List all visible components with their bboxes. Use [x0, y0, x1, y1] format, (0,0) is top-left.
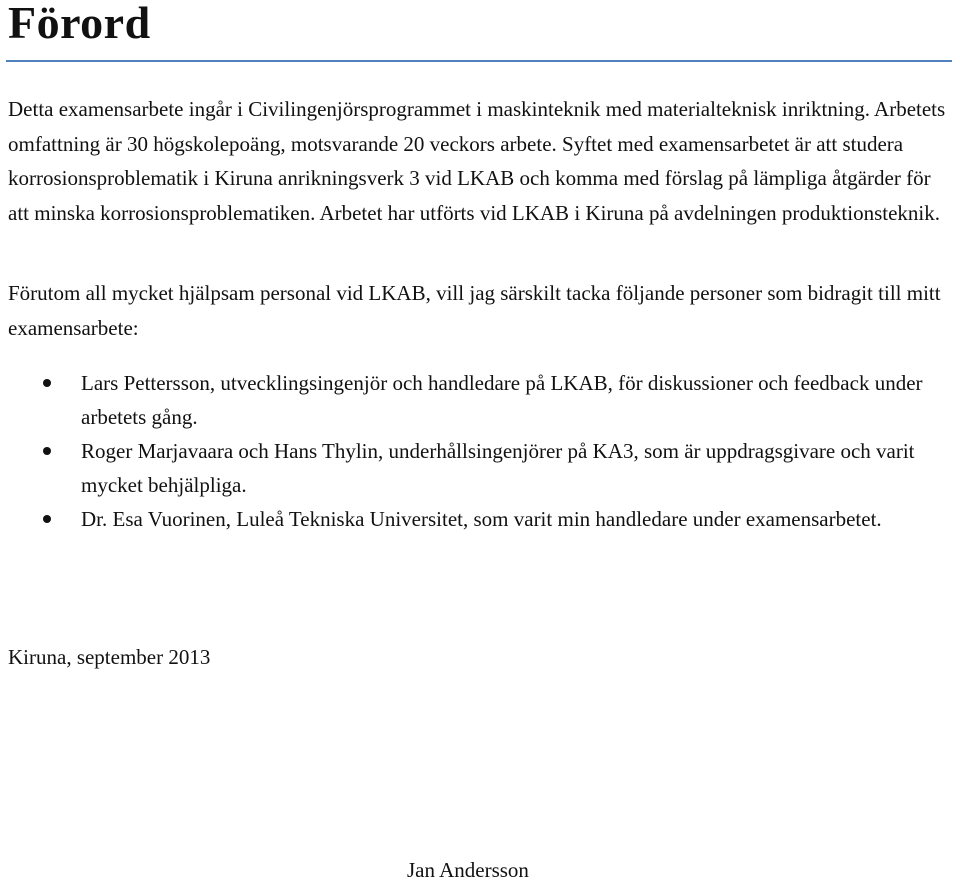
list-item-text: Roger Marjavaara och Hans Thylin, underhållsingenjörer på KA3, som är uppdragsgivare och varit mycket behjälpliga. — [81, 439, 915, 497]
list-item — [0, 502, 940, 536]
page-title: Förord — [8, 0, 151, 48]
list-item — [0, 434, 940, 502]
heading-underline — [6, 60, 952, 62]
bullet-icon — [43, 447, 51, 455]
place-and-date: Kiruna, september 2013 — [8, 645, 211, 669]
list-item-text: Dr. Esa Vuorinen, Luleå Tekniska Universitet, som varit min handledare under examensarbetet. — [81, 507, 882, 531]
list-item — [0, 366, 940, 434]
thanks-paragraph: Förutom all mycket hjälpsam personal vid LKAB, vill jag särskilt tacka följande personer som bidragit till mitt examensarbete: — [8, 281, 941, 340]
author-signature: Jan Andersson — [407, 858, 529, 882]
bullet-icon — [43, 379, 51, 387]
bullet-icon — [43, 515, 51, 523]
list-item-text: Lars Pettersson, utvecklingsingenjör och handledare på LKAB, för diskussioner och feedback under arbetets gång. — [81, 371, 923, 429]
acknowledgement-list — [0, 366, 940, 536]
intro-paragraph: Detta examensarbete ingår i Civilingenjörsprogrammet i maskinteknik med materialteknisk inriktning. Arbetets omfattning är 30 högskolepoäng, motsvarande 20 veckors arbete. Syftet med examensarbetet är att studera korrosionsproblematik i Kiruna anrikningsverk 3 vid LKAB och komma med förslag på lämpliga åtgärder för att minska korrosionsproblematiken. Arbetet har utförts vid LKAB i Kiruna på avdelningen produktionsteknik. — [8, 97, 946, 225]
